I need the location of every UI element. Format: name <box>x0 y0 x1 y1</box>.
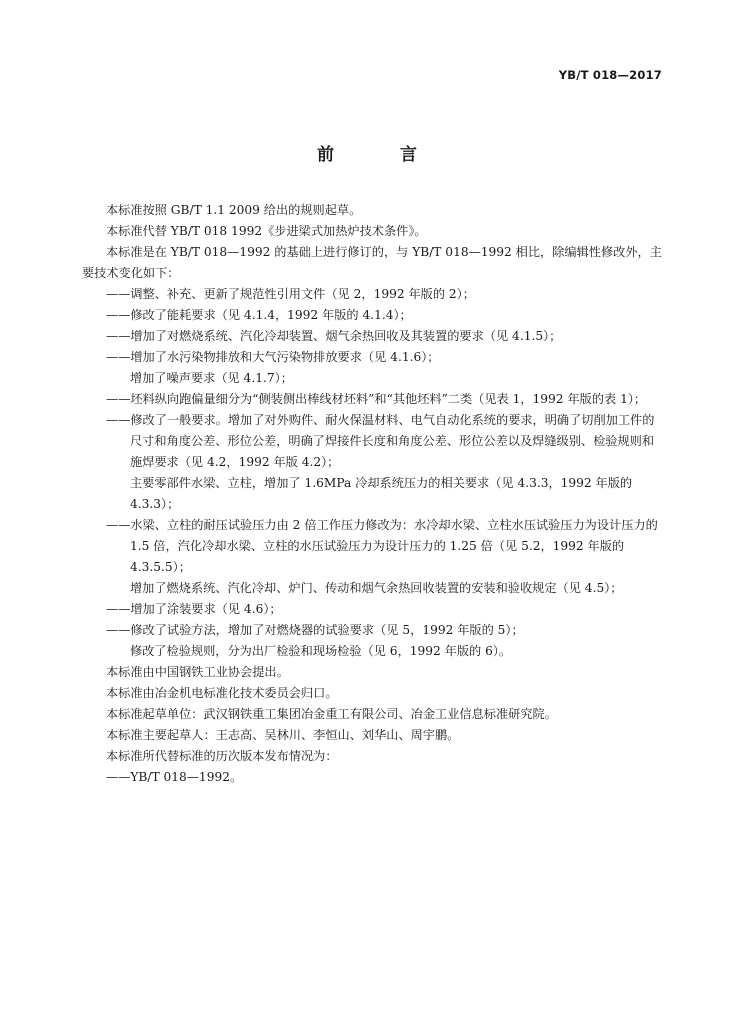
paragraph-drafters: 本标准主要起草人：王志高、吴林川、李恒山、刘华山、周宇鹏。 <box>106 728 460 742</box>
change-item: ——增加了涂装要求（见 4.6）； <box>106 602 282 616</box>
change-item: 增加了燃烧系统、汽化冷却、炉门、传动和烟气余热回收装置的安装和验收规定（见 4.5）； <box>130 581 623 595</box>
paragraph-replaces: 本标准代替 YB/T 018 1992《步进梁式加热炉技术条件》。 <box>106 224 427 238</box>
paragraph-drafting-rules: 本标准按照 GB/T 1.1 2009 给出的规则起草。 <box>106 203 362 217</box>
paragraph-drafting-units: 本标准起草单位：武汉钢铁重工集团冶金重工有限公司、冶金工业信息标准研究院。 <box>106 707 557 721</box>
change-item: 修改了检验规则，分为出厂检验和现场检验（见 6，1992 年版的 6）。 <box>130 644 512 658</box>
change-item: ——增加了对燃烧系统、汽化冷却装置、烟气余热回收及其装置的要求（见 4.1.5）； <box>106 329 562 343</box>
change-item: ——修改了能耗要求（见 4.1.4，1992 年版的 4.1.4）； <box>106 308 412 322</box>
paragraph-changes-intro: 本标准是在 YB/T 018—1992 的基础上进行修订的，与 YB/T 018—1992 相比，除编辑性修改外，主要技术变化如下： <box>82 245 662 280</box>
change-item: ——坯料纵向跑偏量细分为“侧装侧出棒线材坯料”和“其他坯料”二类（见表 1，1992 年版的表 1）； <box>106 392 647 406</box>
change-item: ——水梁、立柱的耐压试验压力由 2 倍工作压力修改为：水冷却水梁、立柱水压试验压力为设计压力的 1.5 倍，汽化冷却水梁、立柱的水压试验压力为设计压力的 1.25 倍（见 5.2，1992 年版的 4.3.5.5）； <box>106 518 658 574</box>
document-body <box>82 200 664 788</box>
change-item: ——调整、补充、更新了规范性引用文件（见 2，1992 年版的 2）； <box>106 287 475 301</box>
change-item: 增加了噪声要求（见 4.1.7）； <box>130 371 293 385</box>
page-title: 前 言 <box>317 145 447 165</box>
paragraph-committee: 本标准由冶金机电标准化技术委员会归口。 <box>106 686 338 700</box>
paragraph-history-item: ——YB/T 018—1992。 <box>106 770 243 784</box>
change-item: ——修改了一般要求。增加了对外购件、耐火保温材料、电气自动化系统的要求，明确了切削加工件的尺寸和角度公差、形位公差，明确了焊接件长度和角度公差、形位公差以及焊缝级别、检验规则和施焊要求（见 4.2，1992 年版 4.2）； <box>106 413 655 469</box>
standard-code: YB/T 018—2017 <box>558 68 662 82</box>
paragraph-proposer: 本标准由中国钢铁工业协会提出。 <box>106 665 289 679</box>
change-item: ——增加了水污染物排放和大气污染物排放要求（见 4.1.6）； <box>106 350 440 364</box>
paragraph-history-intro: 本标准所代替标准的历次版本发布情况为： <box>106 749 338 763</box>
change-item: 主要零部件水梁、立柱，增加了 1.6MPa 冷却系统压力的相关要求（见 4.3.3，1992 年版的 4.3.3）； <box>130 476 633 511</box>
change-item: ——修改了试验方法，增加了对燃烧器的试验要求（见 5，1992 年版的 5）； <box>106 623 524 637</box>
